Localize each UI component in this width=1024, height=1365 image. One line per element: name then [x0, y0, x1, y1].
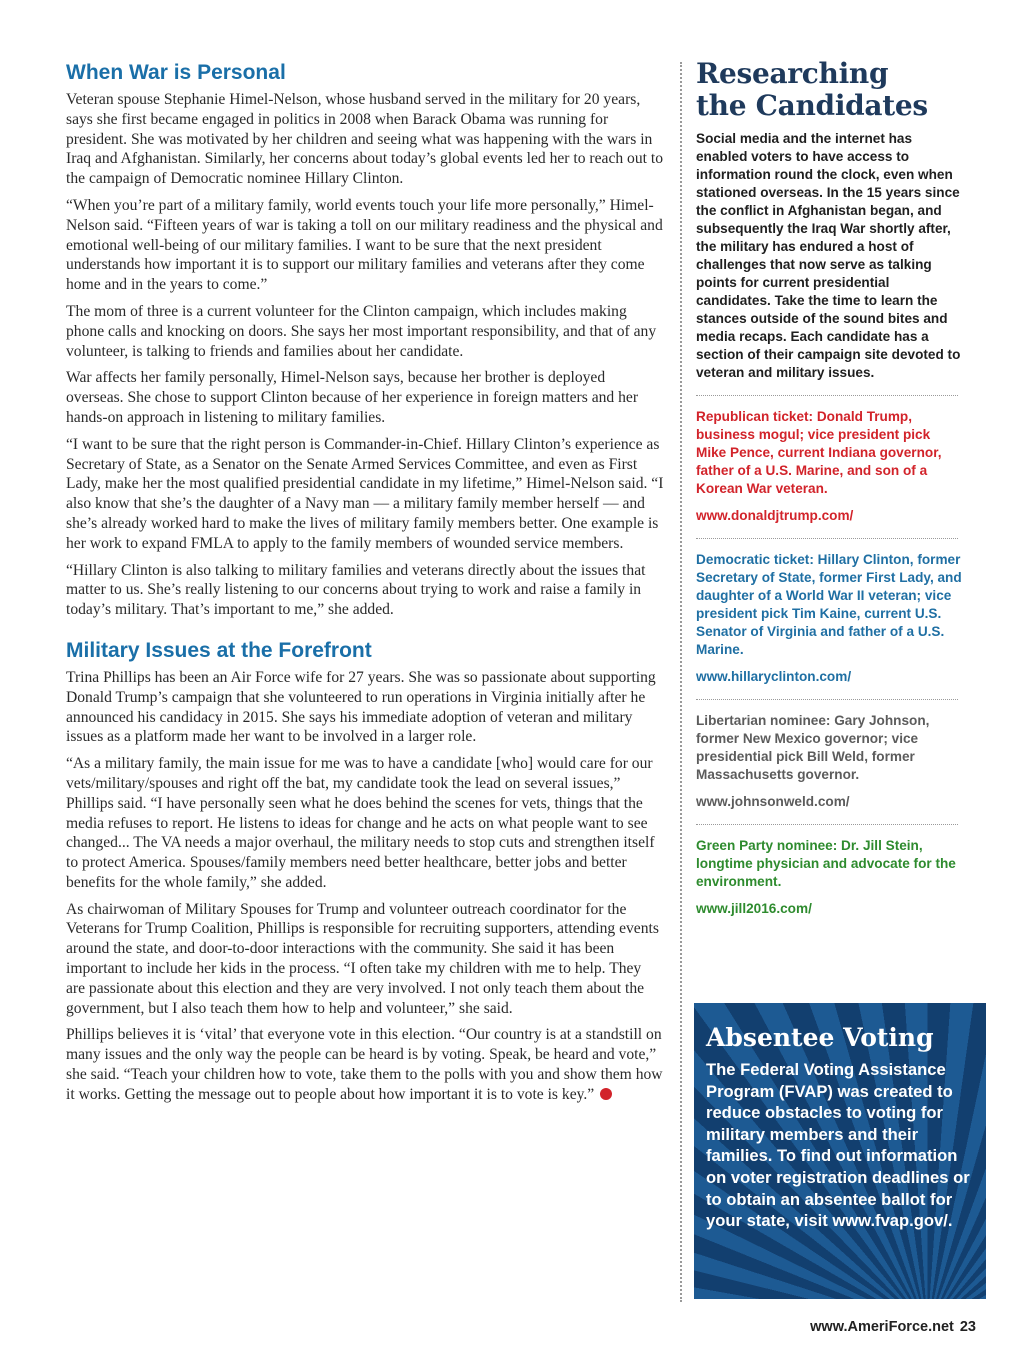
- footer-site-link[interactable]: www.AmeriForce.net: [810, 1319, 954, 1335]
- article-paragraph: War affects her family personally, Himel-Nelson says, because her brother is deployed overseas. She chose to support Clinton because of her experience in foreign matters and her hands-on approach in listening to military families.: [66, 369, 639, 426]
- article-paragraph: “I want to be sure that the right person is Commander-in-Chief. Hillary Clinton’s experience as Secretary of State, as a Senator on the Senate Armed Services Committee, and even as First Lady, make her the most qualified presidential candidate in my lifetime,” Himel-Nelson said. “I also know that she’s the daughter of a Navy man — a military family member herself — and she’s already worked hard to make the lives of military family members better. One example is her work to expand FMLA to apply to the family members of wounded service members.: [66, 435, 664, 552]
- article-paragraph: “As a military family, the main issue for me was to have a candidate [who] would care for our vets/military/spouses and right off the bat, my candidate took the lead on several issues,” Phillips said. “I have personally seen what he does behind the scenes for vets, things that the media refuses to report. He listens to ideas for change and he acts on what people want to see changed... The VA needs a major overhaul, the military needs to stop cuts and strengthen itself to protect America. Spouses/family members need better healthcare, better jobs and better benefits for the whole family,” she added.: [66, 755, 655, 891]
- page-footer: [810, 1319, 976, 1335]
- article-paragraph: As chairwoman of Military Spouses for Trump and volunteer outreach coordinator for the Veterans for Trump Coalition, Phillips is responsible for recruiting supporters, attending events around the state, and door-to-door interactions with the community. She said it has been important to include her kids in the process. “I often take my children with me to help. They are passionate about this election and they are very involved. I not only teach them about the government, but I also teach them how to help and volunteer,” she said.: [66, 900, 659, 1017]
- absentee-title: Absentee Voting: [706, 1023, 934, 1052]
- main-article: [66, 60, 664, 1112]
- sidebar-title-line1: Researching: [696, 57, 889, 90]
- section-heading-military-issues: Military Issues at the Forefront: [66, 638, 372, 662]
- absentee-body: The Federal Voting Assistance Program (FVAP) was created to reduce obstacles to voting for military members and their families. To find out information on voter registration deadlines or to obtain an absentee ballot for your state, visit www.fvap.gov/.: [706, 1060, 970, 1231]
- sidebar-intro: Social media and the internet has enabled voters to have access to information round the clock, even when stationed overseas. In the 15 years since the conflict in Afghanistan began, and subsequently the Iraq War shortly after, the military has endured a host of challenges that now serve as talking points for current presidential candidates. Take the time to learn the stances outside of the sound bites and media recaps. Each candidate has a section of their campaign site devoted to veteran and military issues.: [696, 131, 961, 380]
- absentee-voting-box: [694, 1003, 986, 1299]
- green-party-url-link[interactable]: www.jill2016.com/: [696, 901, 812, 916]
- article-paragraph: Veteran spouse Stephanie Himel-Nelson, whose husband served in the military for 20 years, says she first became engaged in politics in 2008 when Barack Obama was running for president. She was motivated by her children and seeing what was happening with the wars in Iraq and Afghanistan. Similarly, her concerns about today’s global events led her to reach out to the campaign of Democratic nominee Hillary Clinton.: [66, 91, 664, 188]
- libertarian-ticket: Libertarian nominee: Gary Johnson, former New Mexico governor; vice presidential pick Bill Weld, former Massachusetts governor.: [696, 713, 930, 782]
- divider: [696, 824, 958, 825]
- divider: [696, 538, 958, 539]
- divider: [696, 699, 958, 700]
- green-party-ticket: Green Party nominee: Dr. Jill Stein, longtime physician and advocate for the environment.: [696, 838, 956, 889]
- article-paragraph-text: Phillips believes it is ‘vital’ that everyone vote in this election. “Our country is at a standstill on many issues and the only way the people can be heard is by voting. Speak, be heard and vote,” she said. “Teach your children how to vote, take them to the polls with you and show them how it works. Getting the message out to people about how important it is to vote is key.”: [66, 1026, 663, 1103]
- sidebar-title: [696, 58, 964, 122]
- sidebar-title-line2: the Candidates: [696, 89, 928, 122]
- page-number: 23: [959, 1319, 976, 1335]
- democratic-url-link[interactable]: www.hillaryclinton.com/: [696, 669, 852, 684]
- sidebar-researching-candidates: [696, 58, 964, 918]
- divider: [696, 395, 958, 396]
- article-paragraph: “Hillary Clinton is also talking to military families and veterans directly about the issues that matter to us. She’s really listening to our concerns about trying to work and raise a family in today’s military. That’s important to me,” she added.: [66, 561, 646, 619]
- column-divider: [680, 62, 682, 1302]
- article-paragraph: “When you’re part of a military family, world events touch your life more personally,” Himel-Nelson said. “Fifteen years of war is taking a toll on our military readiness and the physical and emotional well-being of our military families. I want to be sure that the next president understands how important it is to support our military families and veterans after they come home and in the years to come.”: [66, 196, 663, 294]
- article-paragraph: The mom of three is a current volunteer for the Clinton campaign, which includes making phone calls and knocking on doors. She says her most important responsibility, and that of any volunteer, is talking to friends and families about her candidate.: [66, 302, 657, 360]
- section-heading-when-war-is-personal: When War is Personal: [66, 61, 286, 84]
- article-paragraph-final: [66, 1025, 664, 1104]
- libertarian-url-link[interactable]: www.johnsonweld.com/: [696, 794, 850, 809]
- republican-url-link[interactable]: www.donaldjtrump.com/: [696, 508, 854, 523]
- democratic-ticket: Democratic ticket: Hillary Clinton, former Secretary of State, former First Lady, and daughter of a World War II veteran; vice president pick Tim Kaine, current U.S. Senator of Virginia and father of a U.S. Marine.: [696, 552, 962, 657]
- article-paragraph: Trina Phillips has been an Air Force wife for 27 years. She was so passionate about supporting Donald Trump’s campaign that she volunteered to run operations in Virginia initially after he announced his candidacy in 2015. She says his immediate adoption of veteran and military issues as a platform made her want to be involved in a larger role.: [66, 668, 656, 746]
- end-mark-icon: [600, 1088, 612, 1100]
- republican-ticket: Republican ticket: Donald Trump, business mogul; vice president pick Mike Pence, current Indiana governor, father of a U.S. Marine, and son of a Korean War veteran.: [696, 409, 942, 496]
